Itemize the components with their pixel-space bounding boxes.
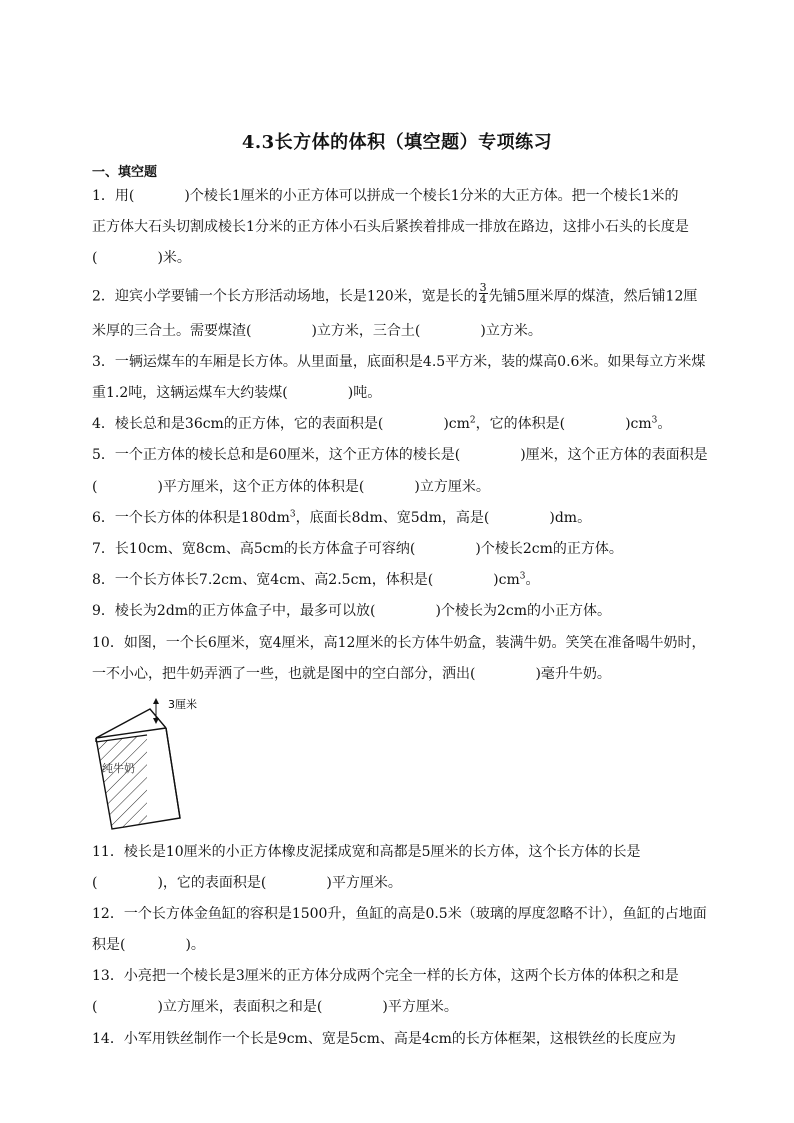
question-6-line-1: 6．一个长方体的体积是$180dm^3$，底面长8dm、宽5dm，高是( )dm。 [92,509,592,526]
section-heading: 一、填空题 [92,165,158,180]
carton-label: 纯牛奶 [102,762,135,775]
question-12-line-2: 积是( )。 [92,937,205,953]
question-10-line-2: 一不小心，把牛奶弄洒了一些，也就是图中的空白部分，洒出( )毫升牛奶。 [92,666,611,682]
page-title: 4.3长方体的体积（填空题）专项练习 [241,132,553,153]
question-1-line-3: ( )米。 [92,250,191,266]
question-13-line-1: 13．小亮把一个棱长是3厘米的正方体分成两个完全一样的长方体，这两个长方体的体积之和是 [92,968,679,984]
question-5-line-2: ( )平方厘米，这个正方体的体积是( )立方厘米。 [92,479,490,495]
dimension-label: 3厘米 [168,698,197,711]
question-2-line-1: 2．迎宾小学要铺一个长方形活动场地，长是120米，宽是长的 $\frac{3}{4}$ 先铺5厘米厚的煤渣，然后铺12厘 [92,281,698,306]
question-5-line-1: 5．一个正方体的棱长总和是60厘米，这个正方体的棱长是( )厘米，这个正方体的表面积是 [92,447,708,463]
question-12-line-1: 12．一个长方体金鱼缸的容积是1500升，鱼缸的高是0.5米（玻璃的厚度忽略不计），鱼缸的占地面 [92,906,707,922]
question-10-line-1: 10．如图，一个长6厘米，宽4厘米，高12厘米的长方体牛奶盒，装满牛奶。笑笑在准备喝牛奶时， [92,635,706,651]
milk-carton-figure [92,692,212,837]
question-1-line-2: 正方体大石头切割成棱长1分米的正方体小石头后紧挨着排成一排放在路边，这排小石头的长度是 [92,219,689,235]
question-7-line-1: 7．长10cm、宽8cm、高5cm的长方体盒子可容纳( )个棱长2cm的正方体。 [92,541,623,557]
question-3-line-2: 重1.2吨，这辆运煤车大约装煤( )吨。 [92,385,382,401]
fraction: $\frac{3}{4}$ [479,281,487,306]
question-1-line-1: 1．用( )个棱长1厘米的小正方体可以拼成一个棱长1分米的大正方体。把一个棱长1米的 [92,188,679,204]
question-2-line-2: 米厚的三合土。需要煤渣( )立方米，三合土( )立方米。 [92,323,542,339]
question-4-line-1: 4．棱长总和是36cm的正方体，它的表面积是( )$cm^2$，它的体积是( )$cm^3$。 [92,415,672,432]
question-11-line-2: ( )，它的表面积是( )平方厘米。 [92,875,402,891]
question-9-line-1: 9．棱长为2dm的正方体盒子中，最多可以放( )个棱长为2cm的小正方体。 [92,603,612,619]
question-8-line-1: 8．一个长方体长7.2cm、宽4cm、高2.5cm，体积是( )$cm^3$。 [92,571,540,588]
question-3-line-1: 3．一辆运煤车的车厢是长方体。从里面量，底面积是4.5平方米，装的煤高0.6米。如果每立方米煤 [92,354,706,370]
question-13-line-2: ( )立方厘米，表面积之和是( )平方厘米。 [92,999,458,1015]
question-11-line-1: 11．棱长是10厘米的小正方体橡皮泥揉成宽和高都是5厘米的长方体，这个长方体的长是 [92,844,641,860]
question-14-line-1: 14．小军用铁丝制作一个长是9cm、宽是5cm、高是4cm的长方体框架，这根铁丝的长度应为 [92,1031,676,1047]
